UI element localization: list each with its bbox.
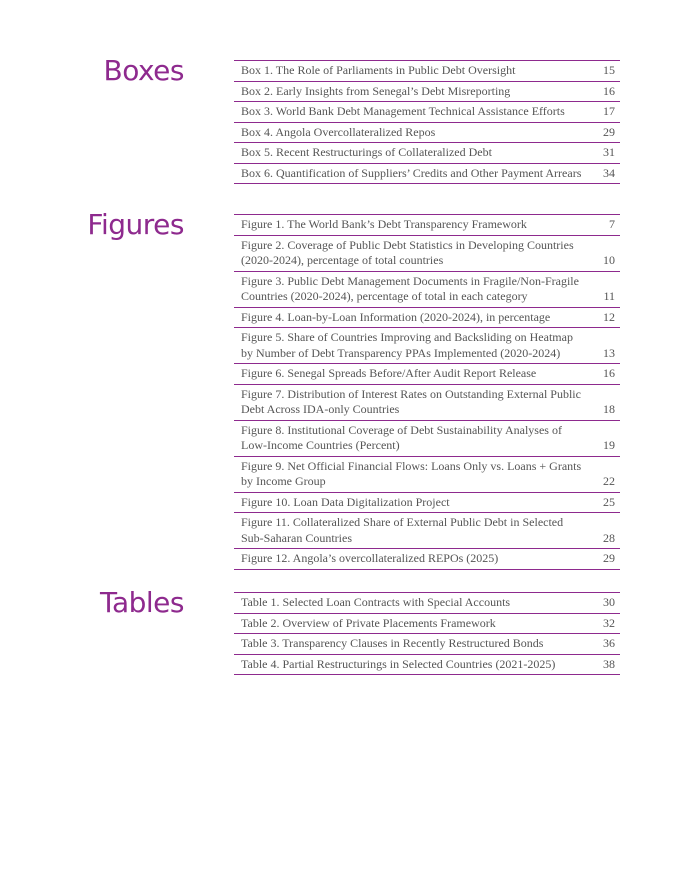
list-item[interactable] — [234, 272, 620, 308]
item-title: Figure 12. Angola’s overcollateralized REPOs (2025) — [241, 551, 499, 565]
item-title: Figure 2. Coverage of Public Debt Statistics in Developing Countries (2020-2024), percentage of total countries — [241, 237, 574, 267]
item-title: Figure 9. Net Official Financial Flows: Loans Only vs. Loans + Grants by Income Group — [241, 458, 582, 488]
list-item[interactable] — [234, 82, 620, 103]
item-title: Figure 7. Distribution of Interest Rates on Outstanding External Public Debt Across IDA-only Countries — [241, 386, 581, 416]
item-title: Box 1. The Role of Parliaments in Public Debt Oversight — [241, 63, 516, 77]
list-item[interactable] — [234, 593, 620, 614]
tables-list — [234, 592, 620, 675]
item-title: Figure 6. Senegal Spreads Before/After Audit Report Release — [241, 366, 537, 380]
item-title: Box 6. Quantification of Suppliers’ Credits and Other Payment Arrears — [241, 165, 582, 180]
boxes-list — [234, 60, 620, 184]
boxes-heading: Boxes — [103, 54, 184, 87]
item-page: 15 — [603, 63, 615, 77]
item-page: 29 — [603, 551, 615, 565]
item-title: Box 3. World Bank Debt Management Technical Assistance Efforts — [241, 104, 565, 118]
list-item[interactable] — [234, 164, 620, 185]
list-item[interactable] — [234, 328, 620, 364]
item-page: 30 — [603, 595, 615, 609]
figures-heading: Figures — [87, 208, 184, 241]
item-page: 34 — [603, 165, 615, 180]
item-page: 13 — [603, 345, 615, 360]
list-item[interactable] — [234, 308, 620, 329]
list-item[interactable] — [234, 102, 620, 123]
figures-list — [234, 214, 620, 570]
item-page: 18 — [603, 402, 615, 416]
list-item[interactable] — [234, 513, 620, 549]
item-page: 25 — [603, 494, 615, 509]
item-page: 11 — [603, 289, 615, 303]
item-title: Box 5. Recent Restructurings of Collateralized Debt — [241, 145, 492, 159]
item-title: Table 1. Selected Loan Contracts with Special Accounts — [241, 595, 511, 609]
item-page: 28 — [603, 530, 615, 545]
list-item[interactable] — [234, 655, 620, 676]
list-item[interactable] — [234, 61, 620, 82]
list-item[interactable] — [234, 634, 620, 655]
item-page: 31 — [603, 145, 615, 159]
item-title: Figure 8. Institutional Coverage of Debt Sustainability Analyses of Low-Income Countries (Percent) — [241, 422, 562, 452]
list-item[interactable] — [234, 385, 620, 421]
item-page: 29 — [603, 124, 615, 139]
list-item[interactable] — [234, 493, 620, 514]
item-title: Figure 4. Loan-by-Loan Information (2020-2024), in percentage — [241, 309, 551, 324]
item-title: Figure 11. Collateralized Share of External Public Debt in Selected Sub-Saharan Countries — [241, 515, 564, 545]
tables-heading: Tables — [100, 586, 184, 619]
list-item[interactable] — [234, 421, 620, 457]
item-page: 19 — [603, 438, 615, 452]
list-item[interactable] — [234, 549, 620, 570]
list-item[interactable] — [234, 364, 620, 385]
list-item[interactable] — [234, 143, 620, 164]
list-item[interactable] — [234, 236, 620, 272]
item-title: Table 3. Transparency Clauses in Recently Restructured Bonds — [241, 636, 544, 650]
item-title: Figure 3. Public Debt Management Documents in Fragile/Non-Fragile Countries (2020-2024), percentage of total in each category — [241, 273, 579, 303]
item-page: 7 — [609, 217, 615, 231]
item-page: 36 — [603, 636, 615, 650]
item-title: Figure 5. Share of Countries Improving and Backsliding on Heatmap by Number of Debt Transparency PPAs Implemented (2020-2024) — [241, 330, 573, 360]
item-title: Box 4. Angola Overcollateralized Repos — [241, 124, 436, 139]
item-page: 22 — [603, 474, 615, 488]
item-page: 16 — [603, 83, 615, 98]
item-page: 17 — [603, 104, 615, 118]
list-item[interactable] — [234, 614, 620, 635]
item-title: Table 4. Partial Restructurings in Selected Countries (2021-2025) — [241, 656, 556, 671]
item-page: 38 — [603, 656, 615, 671]
list-item[interactable] — [234, 457, 620, 493]
item-title: Table 2. Overview of Private Placements Framework — [241, 615, 496, 630]
list-item[interactable] — [234, 123, 620, 144]
item-page: 12 — [603, 309, 615, 324]
list-item[interactable] — [234, 215, 620, 236]
item-page: 10 — [603, 253, 615, 267]
item-title: Figure 10. Loan Data Digitalization Project — [241, 494, 450, 509]
item-page: 32 — [603, 615, 615, 630]
item-title: Box 2. Early Insights from Senegal’s Debt Misreporting — [241, 83, 511, 98]
item-page: 16 — [603, 366, 615, 380]
item-title: Figure 1. The World Bank’s Debt Transparency Framework — [241, 217, 527, 231]
